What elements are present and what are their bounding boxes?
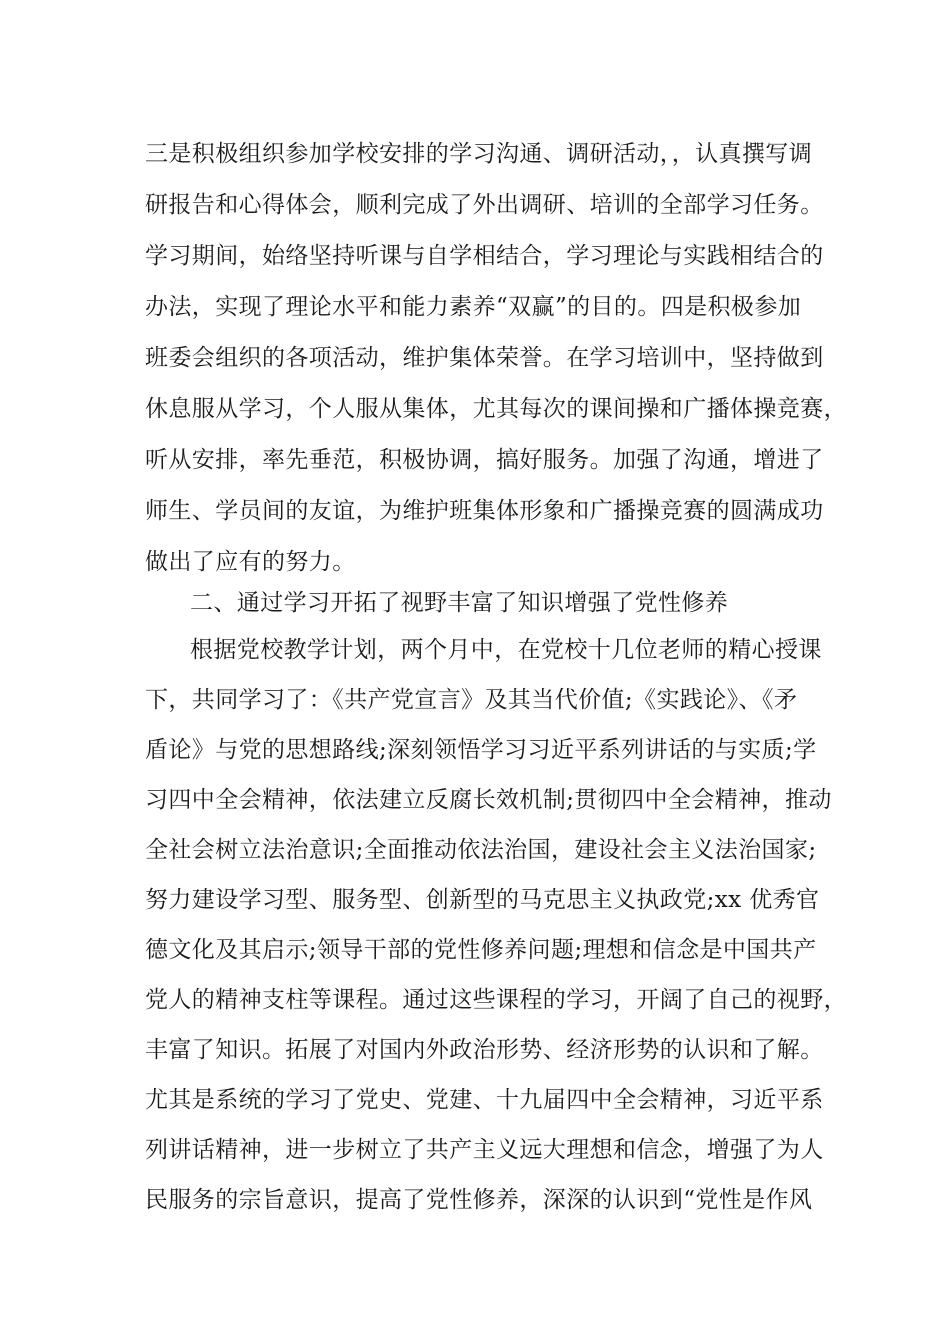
text-line: 努力建设学习型、服务型、创新型的马克思主义执政党;xx 优秀官 [145,887,820,913]
text-line: 盾论》与党的思想路线;深刻领悟学习习近平系列讲话的与实质;学 [145,737,817,763]
text-line: 办法，实现了理论水平和能力素养“双赢”的目的。四是积极参加 [145,294,802,320]
text-line: 下，共同学习了：《共产党宣言》及其当代价值;《实践论》、《矛 [145,687,798,713]
text-line: 民服务的宗旨意识，提高了党性修养，深深的认识到“党性是作风 [145,1187,813,1213]
text-line: 根据党校教学计划，两个月中，在党校十几位老师的精心授课 [190,637,822,663]
text-line: 全社会树立法治意识;全面推动依法治国，建设社会主义法治国家; [145,837,817,863]
text-line: 三是积极组织参加学校安排的学习沟通、调研活动，，认真撰写调 [145,141,813,167]
text-line: 休息服从学习，个人服从集体，尤其每次的课间操和广播体操竞赛， [145,396,847,422]
text-line: 德文化及其启示;领导干部的党性修养问题;理想和信念是中国共产 [145,937,817,963]
text-line: 习四中全会精神，依法建立反腐长效机制;贯彻四中全会精神，推动 [145,787,832,813]
text-line: 丰富了知识。拓展了对国内外政治形势、经济形势的认识和了解。 [145,1037,824,1063]
section-heading: 二、通过学习开拓了视野丰富了知识增强了党性修养 [190,590,729,616]
text-line: 做出了应有的努力。 [145,549,356,575]
text-line: 班委会组织的各项活动，维护集体荣誉。在学习培训中，坚持做到 [145,345,824,371]
text-line: 研报告和心得体会，顺利完成了外出调研、培训的全部学习任务。 [145,192,824,218]
text-line: 尤其是系统的学习了党史、党建、十九届四中全会精神，习近平系 [145,1087,824,1113]
text-line: 党人的精神支柱等课程。通过这些课程的学习，开阔了自己的视野， [145,987,847,1013]
text-line: 师生、学员间的友谊，为维护班集体形象和广播操竞赛的圆满成功 [145,498,824,524]
text-line: 列讲话精神，进一步树立了共产主义远大理想和信念，增强了为人 [145,1137,824,1163]
text-line: 学习期间，始络坚持听课与自学相结合，学习理论与实践相结合的 [145,243,824,269]
text-line: 听从安排，率先垂范，积极协调，搞好服务。加强了沟通，增进了 [145,447,824,473]
